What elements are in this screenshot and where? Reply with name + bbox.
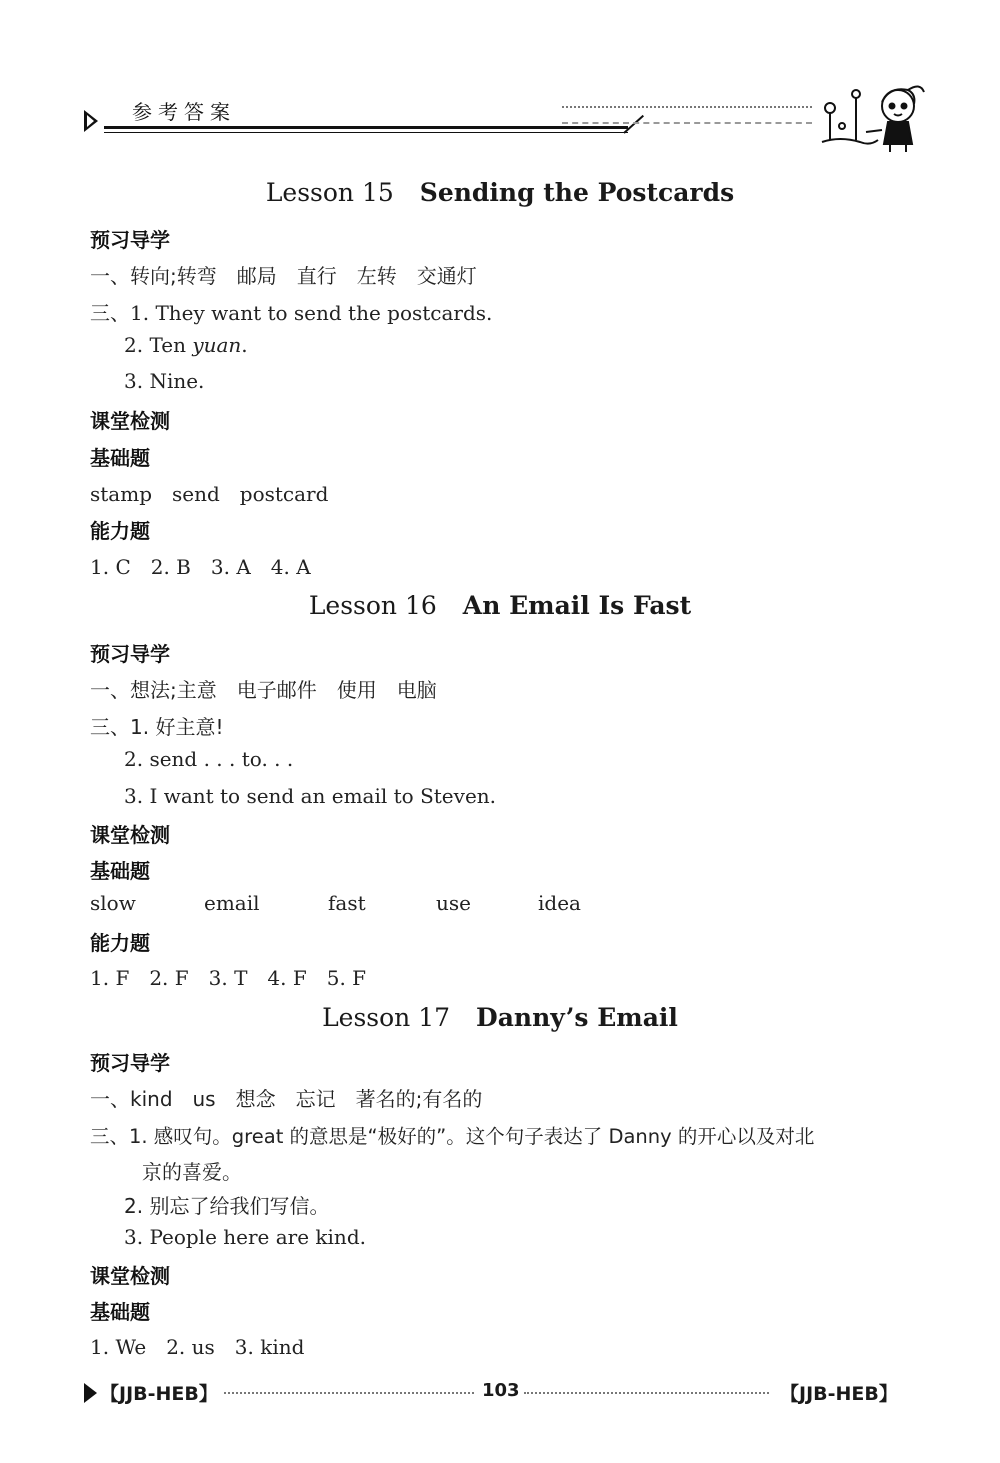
lesson-17-heading [0, 1003, 1000, 1032]
lesson-15-heading [0, 178, 1000, 207]
lesson-15-basic-answers: stamp send postcard [90, 482, 329, 506]
lesson-16-preview-q2: 2. send . . . to. . . [124, 747, 294, 771]
header-rule-thin [104, 132, 628, 133]
lesson-16-number: Lesson 16 [308, 591, 437, 620]
page-footer [84, 1375, 984, 1415]
lesson-15-ability-answers: 1. C 2. B 3. A 4. A [90, 555, 311, 579]
lesson-15-number: Lesson 15 [265, 178, 394, 207]
lesson-17-preview-q1a: 三、1. 感叹句。great 的意思是“极好的”。这个句子表达了 Danny 的开心以及对北 [90, 1125, 815, 1148]
lesson-16-title: An Email Is Fast [462, 591, 692, 620]
lesson-17-number: Lesson 17 [322, 1003, 451, 1032]
lesson-16-word-use: use [436, 891, 471, 915]
lesson-15-preview-label: 预习导学 [90, 228, 170, 252]
header-rule [104, 126, 628, 129]
lesson-16-preview-line1: 一、想法;主意 电子邮件 使用 电脑 [90, 678, 437, 702]
lesson-16-heading [0, 591, 1000, 620]
lesson-16-word-slow: slow [90, 891, 136, 915]
lesson-17-preview-q2: 2. 别忘了给我们写信。 [124, 1194, 330, 1218]
lesson-17-preview-label: 预习导学 [90, 1051, 170, 1075]
lesson-16-preview-q3: 3. I want to send an email to Steven. [124, 784, 497, 808]
page-header [84, 92, 914, 162]
lesson-15-preview-q2 [124, 333, 248, 357]
lesson-17-class-label: 课堂检测 [90, 1264, 170, 1288]
lesson-17-title: Danny’s Email [476, 1003, 678, 1032]
footer-dotted-rule-left [224, 1392, 474, 1394]
lesson-16-ability-label: 能力题 [90, 931, 150, 955]
lesson-17-preview-q1b: 京的喜爱。 [142, 1160, 242, 1184]
page-number: 103 [482, 1380, 520, 1401]
lesson-15-title: Sending the Postcards [419, 178, 735, 207]
header-arrow-icon [84, 110, 98, 132]
lesson-15-preview-line1: 一、转向;转弯 邮局 直行 左转 交通灯 [90, 264, 477, 288]
lesson-16-class-label: 课堂检测 [90, 823, 170, 847]
lesson-16-basic-label: 基础题 [90, 859, 150, 883]
header-title: 参考答案 [132, 100, 236, 124]
lesson-16-ability-answers: 1. F 2. F 3. T 4. F 5. F [90, 966, 367, 990]
lesson-17-preview-line1: 一、kind us 想念 忘记 著名的;有名的 [90, 1087, 483, 1111]
lesson-16-word-idea: idea [538, 891, 581, 915]
lesson-17-preview-q3: 3. People here are kind. [124, 1225, 366, 1249]
lesson-15-basic-label: 基础题 [90, 446, 150, 470]
footer-arrow-icon [84, 1383, 97, 1403]
girl-mascot-icon [820, 80, 930, 160]
footer-code-left: 【JJB-HEB】 [100, 1383, 218, 1405]
lesson-15-ability-label: 能力题 [90, 519, 150, 543]
footer-dotted-rule-right [524, 1392, 769, 1394]
lesson-15-preview-q2-c: . [241, 333, 248, 357]
lesson-15-preview-q1: 三、1. They want to send the postcards. [90, 301, 493, 325]
lesson-15-preview-q2-a: 2. Ten [124, 333, 193, 357]
lesson-15-preview-q3: 3. Nine. [124, 369, 205, 393]
lesson-17-basic-label: 基础题 [90, 1300, 150, 1324]
lesson-16-word-fast: fast [328, 891, 366, 915]
lesson-17-basic-answers: 1. We 2. us 3. kind [90, 1335, 305, 1359]
lesson-15-class-label: 课堂检测 [90, 409, 170, 433]
header-dashed-rule [562, 122, 812, 124]
lesson-16-preview-label: 预习导学 [90, 642, 170, 666]
header-rule-slant [623, 115, 644, 134]
lesson-16-preview-q1: 三、1. 好主意! [90, 715, 224, 739]
lesson-16-word-email: email [204, 891, 260, 915]
header-dotted-rule [562, 106, 812, 108]
lesson-15-preview-q2-b: yuan [192, 333, 242, 357]
footer-code-right: 【JJB-HEB】 [780, 1383, 898, 1405]
